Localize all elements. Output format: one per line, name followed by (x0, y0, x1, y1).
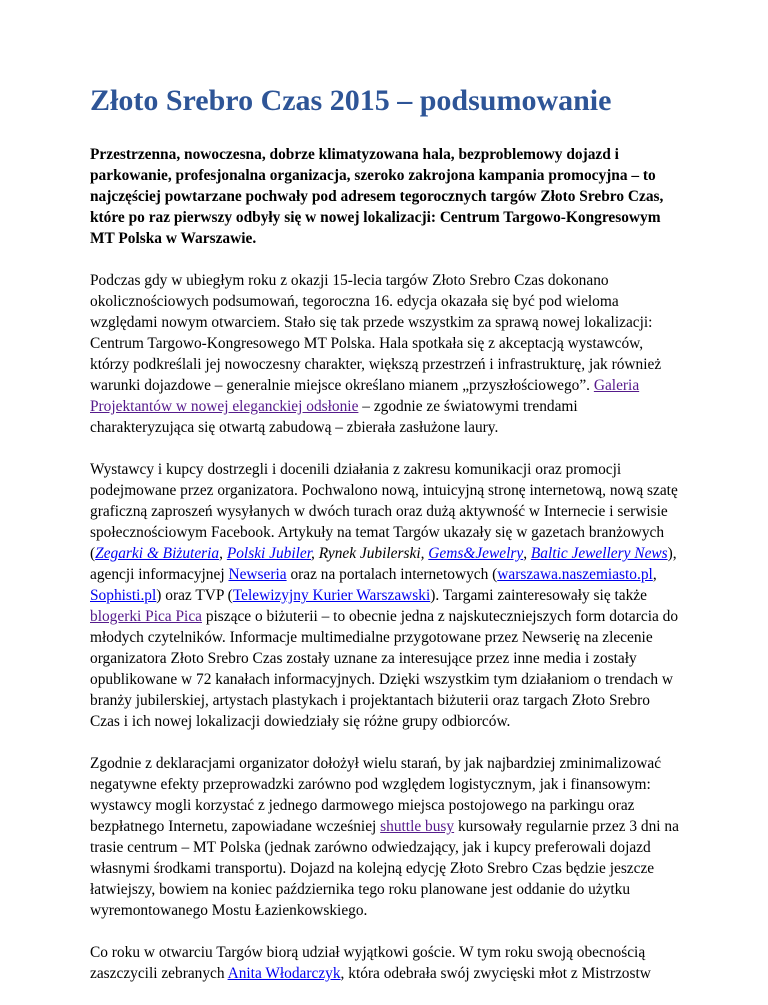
link-sophisti[interactable]: Sophisti.pl (90, 587, 157, 604)
text: ), agencji informacyjnej (90, 545, 677, 583)
link-galeria-projektantow[interactable]: Galeria Projektantów w nowej eleganckiej odsłonie (90, 377, 640, 415)
text: kursowały regularnie przez 3 dni na trasie centrum – MT Polska (jednak zarówno odwiedzający, jak i kupcy preferowali dojazd własnymi środkami transportu). Dojazd na kolejną edycję Złoto Srebro Czas będzie jeszcze łatwiejszy, bowiem na koniec października tego roku planowane jest oddanie do użytku wyremontowanego Mostu Łazienkowskiego. (90, 818, 679, 919)
text: ). Targami zainteresowały się także (430, 587, 647, 604)
text: oraz na portalach internetowych ( (286, 566, 498, 583)
link-telewizyjny-kurier-warszawski[interactable]: Telewizyjny Kurier Warszawski (232, 587, 431, 604)
text: , która odebrała swój zwycięski młot z Mistrzostw (340, 965, 651, 982)
text: Zgodnie z deklaracjami organizator dołożył wielu starań, by jak najbardziej zminimalizować negatywne efekty przeprowadzki zarówno pod względem logistycznym, jak i finansowym: wystawcy mogli korzystać z jednego darmowego miejsca postojowego na parkingu oraz bezpłatnego Internetu, zapowiadane wcześniej (90, 755, 662, 835)
link-blogerki-pica-pica[interactable]: blogerki Pica Pica (90, 608, 202, 625)
document-title: Złoto Srebro Czas 2015 – podsumowanie (90, 84, 612, 117)
link-polski-jubiler[interactable]: Polski Jubiler (226, 545, 312, 562)
text: Wystawcy i kupcy dostrzegli i docenili działania z zakresu komunikacji oraz promocji podejmowane przez organizatora. Pochwalono nową, intuicyjną stronę internetową, nową szatę graficzną zaproszeń wysyłanych w dwóch turach oraz dużą aktywność w Internecie i serwisie społecznościowym Facebook. Artykuły na temat Targów ukazały się w gazetach branżowych ( (90, 461, 678, 562)
text: , (523, 545, 531, 562)
link-shuttle-busy[interactable]: shuttle busy (380, 818, 455, 835)
text: , (219, 545, 227, 562)
link-anita-wlodarczyk[interactable]: Anita Włodarczyk (227, 965, 341, 982)
text: ) oraz TVP ( (156, 587, 233, 604)
link-newseria[interactable]: Newseria (228, 566, 287, 583)
paragraph-logistics (90, 753, 680, 921)
text: , (652, 566, 657, 583)
text: – zgodnie ze światowymi trendami charakteryzująca się otwartą zabudową – zbierała zasłużone laury. (90, 398, 578, 436)
lead-paragraph: Przestrzenna, nowoczesna, dobrze klimatyzowana hala, bezproblemowy dojazd i parkowanie, profesjonalna organizacja, szeroko zakrojona kampania promocyjna – to najczęściej powtarzane pochwały pod adresem tegorocznych targów Złoto Srebro Czas, które po raz pierwszy odbyły się w nowej lokalizacji: Centrum Targowo-Kongresowym MT Polska w Warszawie. (90, 146, 664, 247)
link-warszawa-naszemiasto[interactable]: warszawa.naszemiasto.pl (497, 566, 653, 583)
link-zegarki-bizuteria[interactable]: Zegarki & Biżuteria (95, 545, 220, 562)
text: piszące o biżuterii – to obecnie jedna z najskuteczniejszych form dotarcia do młodych czytelników. Informacje multimedialne przygotowane przez Newserię na zlecenie organizatora Złoto Srebro Czas zostały uznane za interesujące przez inne media i zostały opublikowane w 72 kanałach informacyjnych. Dzięki wszystkim tym działaniom o trendach w branży jubilerskiej, artystach plastykach i projektantach biżuterii oraz targach Złoto Srebro Czas i ich nowej lokalizacji dowiedziały się różne grupy odbiorców. (90, 608, 679, 730)
text: Co roku w otwarciu Targów biorą udział wyjątkowi goście. W tym roku swoją obecnością zaszczycili zebranych (90, 944, 646, 982)
paragraph-location (90, 270, 680, 438)
document-page (90, 82, 680, 1005)
text: Podczas gdy w ubiegłym roku z okazji 15-lecia targów Złoto Srebro Czas dokonano okolicznościowych podsumowań, tegoroczna 16. edycja okazała się być pod wieloma względami nowym otwarciem. Stało się tak przede wszystkim za sprawą nowej lokalizacji: Centrum Targowo-Kongresowego MT Polska. Hala spotkała się z akceptacją wystawców, którzy podkreślali jej nowoczesny charakter, większą przestrzeń i infrastrukturę, jak również warunki dojazdowe – generalnie miejsce określano mianem „przyszłościowego”. (90, 272, 662, 394)
text-rynek-jubilerski: , Rynek Jubilerski, (311, 545, 429, 562)
paragraph-promotion (90, 459, 680, 732)
link-gems-jewelry[interactable]: Gems&Jewelry (428, 545, 524, 562)
paragraph-guests (90, 942, 680, 984)
link-baltic-jewellery-news[interactable]: Baltic Jewellery News (530, 545, 668, 562)
